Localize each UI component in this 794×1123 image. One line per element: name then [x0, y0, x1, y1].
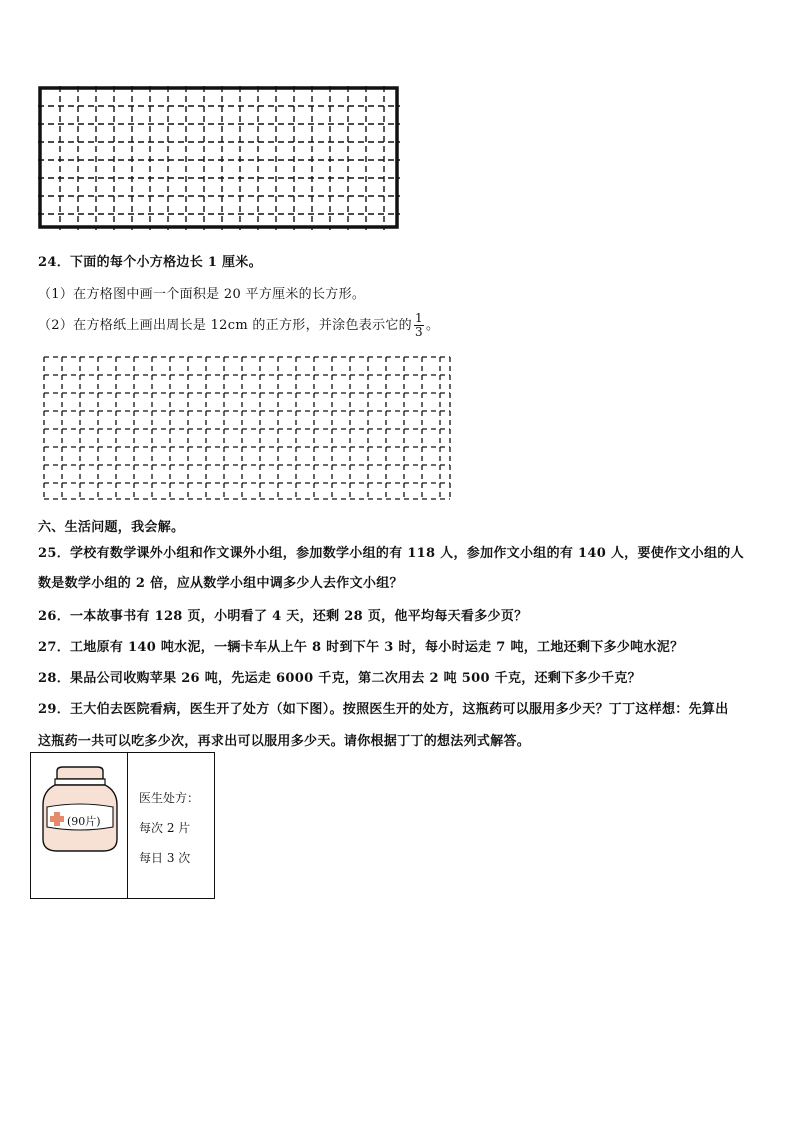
q24-part2-prefix: （2）在方格纸上画出周长是 12cm 的正方形，并涂色表示它的 — [38, 318, 412, 333]
q26: 26．一本故事书有 128 页，小明看了 4 天，还剩 28 页，他平均每天看多少页？ — [38, 609, 528, 624]
prescription-per-dose: 每次 2 片 — [139, 821, 191, 835]
section-6-heading: 六、生活问题，我会解。 — [38, 520, 185, 535]
prescription-box — [30, 752, 215, 899]
q24-part1: （1）在方格图中画一个面积是 20 平方厘米的长方形。 — [38, 287, 366, 302]
q28: 28．果品公司收购苹果 26 吨，先运走 6000 千克，第二次用去 2 吨 500 千克，还剩下多少千克？ — [38, 671, 641, 686]
medicine-bottle-icon — [39, 765, 121, 855]
q25-line2: 数是数学小组的 2 倍，应从数学小组中调多少人去作文小组？ — [38, 576, 403, 591]
prescription-per-day: 每日 3 次 — [139, 851, 191, 865]
q29-line1: 29．王大伯去医院看病，医生开了处方（如下图）。按照医生开的处方，这瓶药可以服用多少天？丁丁这样想：先算出 — [38, 702, 729, 717]
prescription-divider — [127, 753, 128, 898]
q29-line2: 这瓶药一共可以吃多少次，再求出可以服用多少天。请你根据丁丁的想法列式解答。 — [38, 734, 531, 749]
q24-part2 — [38, 312, 439, 339]
square-grid-figure — [42, 355, 452, 501]
fraction-numerator: 1 — [415, 311, 423, 325]
q27: 27．工地原有 140 吨水泥，一辆卡车从上午 8 时到下午 3 时，每小时运走 7 吨，工地还剩下多少吨水泥？ — [38, 640, 684, 655]
q25-line1: 25．学校有数学课外小组和作文课外小组，参加数学小组的有 118 人，参加作文小组的有 140 人，要使作文小组的人 — [38, 546, 744, 561]
bottle-label: (90片) — [67, 815, 101, 828]
q24-title: 24．下面的每个小方格边长 1 厘米。 — [38, 255, 262, 270]
prescription-title: 医生处方： — [139, 791, 200, 805]
q24-part2-suffix: 。 — [425, 318, 440, 333]
top-grid-figure — [38, 86, 400, 230]
fraction-denominator: 3 — [415, 325, 423, 339]
fraction-one-third — [414, 312, 424, 339]
